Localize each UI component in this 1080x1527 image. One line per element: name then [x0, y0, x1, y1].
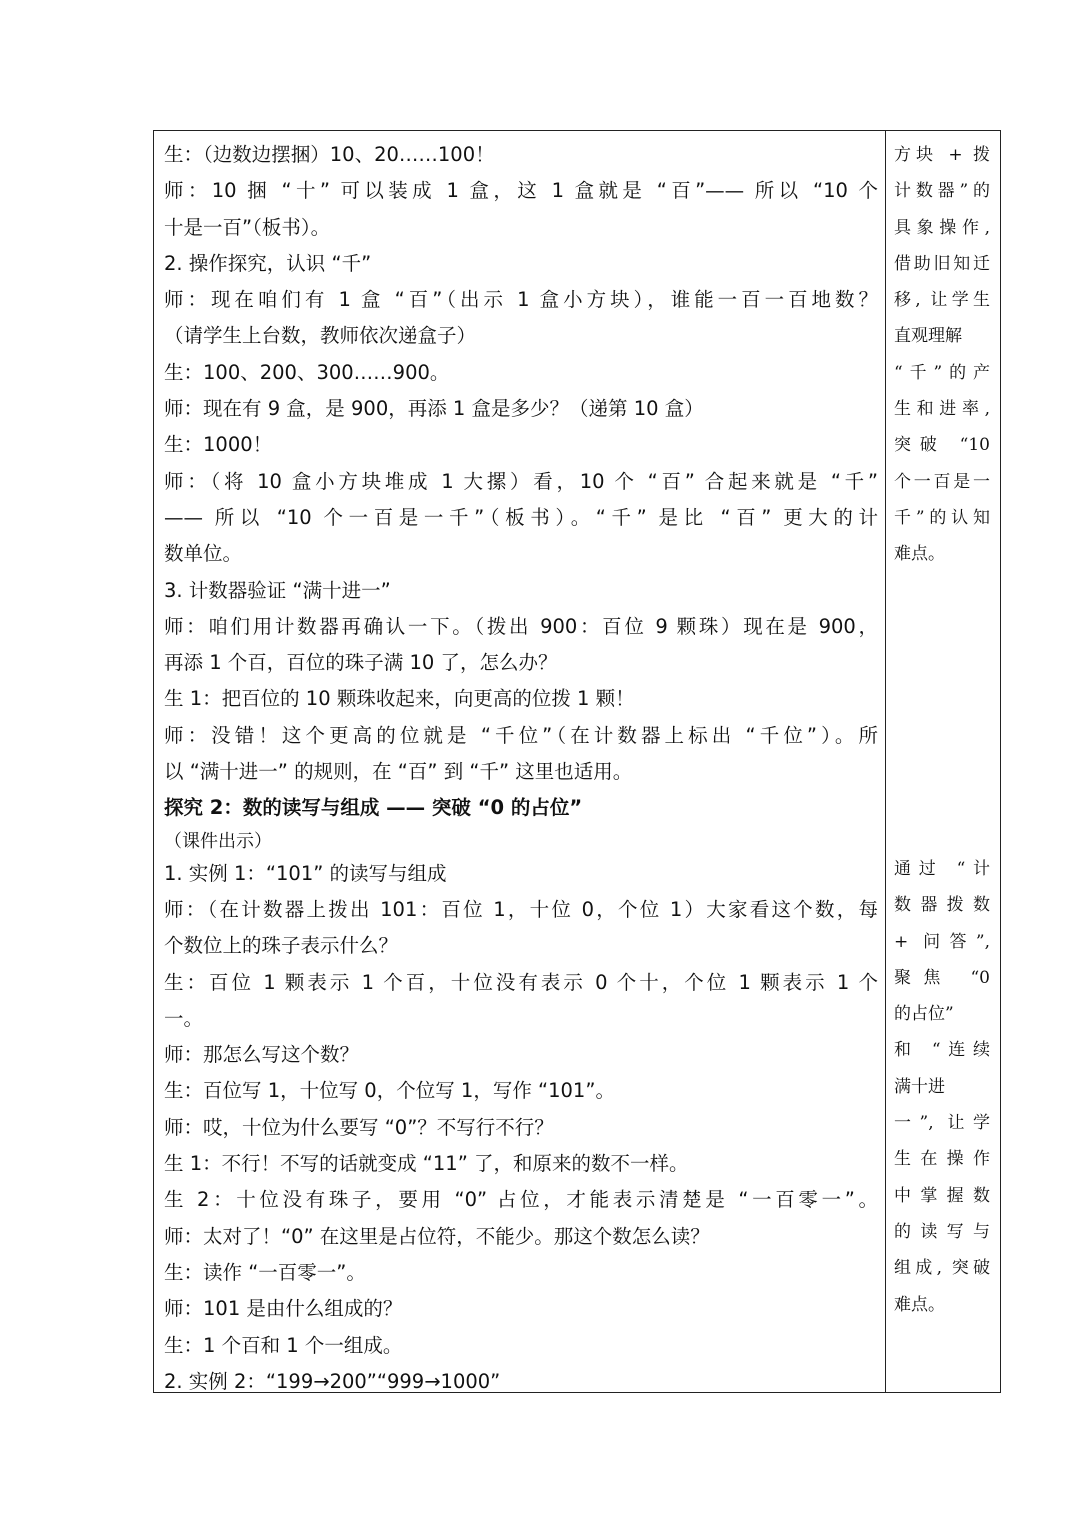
note-2-line-3: + 问答”,: [894, 931, 990, 952]
note-2-line-11: 的读写与: [894, 1221, 990, 1242]
text-line-20: （课件出示）: [164, 830, 272, 852]
note-2-line-1: 通过 “计: [894, 859, 990, 879]
text-line-17: 师：没错！这个更高的位就是 “千位”（在计数器上标出 “千位”）。所: [164, 723, 878, 747]
text-line-21: 1. 实例 1：“101” 的读写与组成: [164, 861, 447, 885]
note-1-line-2: 计数器”的: [894, 181, 990, 202]
text-line-14: 师：咱们用计数器再确认一下。（拨出 900：百位 9 颗珠）现在是 900，: [164, 614, 878, 638]
note-1-line-5: 移, 让学生: [894, 290, 990, 311]
text-line-6: （请学生上台数，教师依次递盒子）: [164, 324, 477, 348]
note-1-line-8: 生和进率,: [894, 399, 990, 420]
note-1-line-9: 突破 “10: [894, 435, 990, 456]
note-1-line-7: “千”的产: [894, 362, 990, 383]
note-2-line-6: 和 “连续: [894, 1040, 990, 1061]
note-2-line-12: 组成, 突破: [894, 1258, 990, 1279]
text-line-28: 师：哎，十位为什么要写 “0”？不写行不行？: [164, 1115, 554, 1139]
text-line-33: 师：101 是由什么组成的？: [164, 1297, 403, 1321]
design-intent-note-1: [894, 137, 994, 573]
text-line-22: 师：（在计数器上拨出 101：百位 1，十位 0，个位 1）大家看这个数，每: [164, 897, 878, 921]
text-line-2: 师：10 捆 “十” 可以装成 1 盒，这 1 盒就是 “百”—— 所以 “10 个: [164, 179, 878, 203]
text-line-19: 探究 2：数的读写与组成 —— 突破 “0 的占位”: [164, 796, 583, 820]
text-line-15: 再添 1 个百，百位的珠子满 10 了，怎么办？: [164, 651, 558, 675]
teaching-process-column: [164, 137, 878, 1400]
text-line-27: 生：百位写 1，十位写 0，个位写 1，写作 “101”。: [164, 1079, 615, 1103]
note-1-line-1: 方块 + 拨: [894, 145, 990, 165]
note-1-line-3: 具象操作,: [894, 217, 990, 238]
text-line-26: 师：那怎么写这个数？: [164, 1043, 360, 1067]
text-line-4: 2. 操作探究，认识 “千”: [164, 251, 372, 275]
note-2-line-10: 中掌握数: [894, 1185, 990, 1206]
note-2-line-8: 一”, 让学: [894, 1113, 990, 1134]
lesson-plan-table: [153, 130, 1001, 1393]
text-line-16: 生 1：把百位的 10 颗珠收起来，向更高的位拨 1 颗！: [164, 687, 635, 711]
text-line-12: 数单位。: [164, 542, 243, 566]
text-line-13: 3. 计数器验证 “满十进一”: [164, 578, 391, 602]
text-line-5: 师：现在咱们有 1 盒 “百”（出示 1 盒小方块），谁能一百一百地数？: [164, 288, 878, 312]
text-line-35: 2. 实例 2：“199→200”“999→1000”: [164, 1369, 501, 1393]
note-1-line-10: 个一百是一: [894, 471, 990, 492]
note-2-line-13: 难点。: [894, 1294, 945, 1315]
text-line-24: 生：百位 1 颗表示 1 个百，十位没有表示 0 个十，个位 1 颗表示 1 个: [164, 970, 878, 994]
column-divider: [885, 131, 886, 1392]
text-line-34: 生：1 个百和 1 个一组成。: [164, 1333, 403, 1357]
text-line-25: 一。: [164, 1006, 204, 1030]
text-line-9: 生：1000！: [164, 433, 273, 457]
text-line-29: 生 1：不行！不写的话就变成 “11” 了，和原来的数不一样。: [164, 1152, 689, 1176]
text-line-30: 生 2：十位没有珠子，要用 “0” 占位，才能表示清楚是 “一百零一”。: [164, 1188, 878, 1212]
note-2-line-4: 聚焦 “0: [894, 967, 990, 988]
note-2-line-9: 生在操作: [894, 1149, 990, 1170]
note-1-line-6: 直观理解: [894, 326, 962, 347]
note-1-line-12: 难点。: [894, 544, 945, 565]
text-line-18: 以 “满十进一” 的规则，在 “百” 到 “千” 这里也适用。: [164, 760, 633, 784]
text-line-10: 师：（将 10 盒小方块堆成 1 大摞）看，10 个 “百” 合起来就是 “千”: [164, 469, 878, 493]
note-2-line-5: 的占位”: [894, 1004, 954, 1025]
text-line-8: 师：现在有 9 盒，是 900，再添 1 盒是多少？（递第 10 盒）: [164, 397, 704, 421]
text-line-11: —— 所以 “10 个一百是一千”（板书）。“千” 是比 “百” 更大的计: [164, 505, 878, 529]
note-2-line-7: 满十进: [894, 1076, 945, 1097]
design-intent-note-2: [894, 851, 994, 1323]
text-line-32: 生：读作 “一百零一”。: [164, 1260, 366, 1284]
text-line-1: 生：（边数边摆捆）10、20……100！: [164, 143, 495, 166]
note-2-line-2: 数器拨数: [894, 895, 990, 916]
note-1-line-4: 借助旧知迁: [894, 253, 990, 274]
note-1-line-11: 千”的认知: [894, 507, 990, 528]
text-line-3: 十是一百”（板书）。: [164, 215, 331, 239]
text-line-23: 个数位上的珠子表示什么？: [164, 934, 399, 958]
text-line-7: 生：100、200、300……900。: [164, 360, 450, 384]
text-line-31: 师：太对了！“0” 在这里是占位符，不能少。那这个数怎么读？: [164, 1224, 710, 1248]
